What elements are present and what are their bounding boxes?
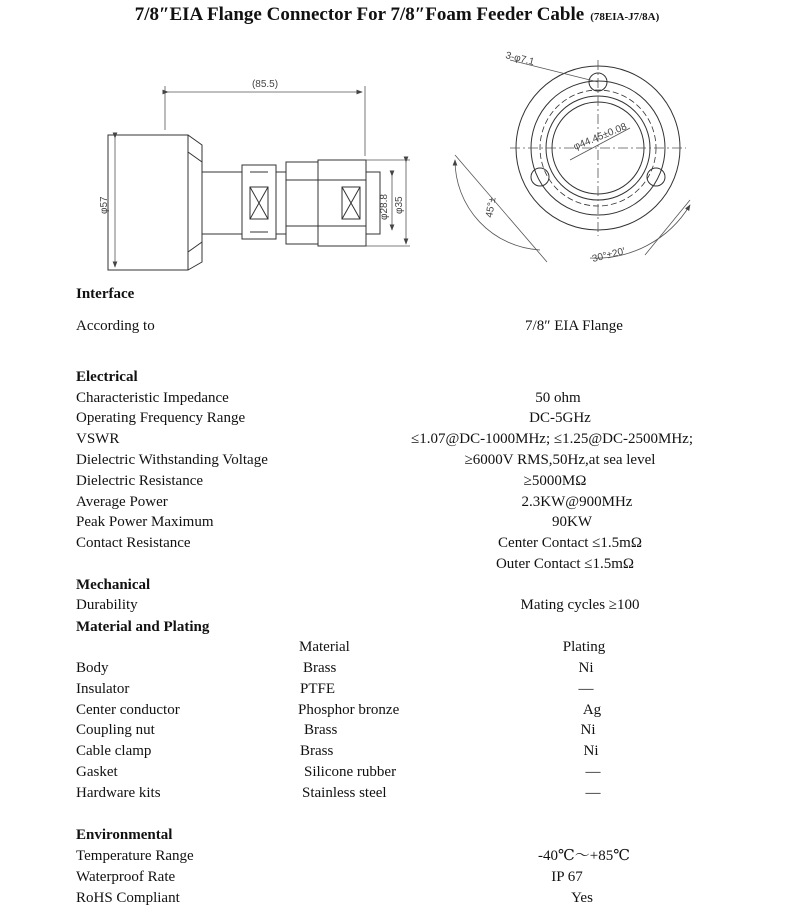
spec-value: -40℃～+85℃ xyxy=(537,848,631,864)
part-plating: Ni xyxy=(580,722,596,738)
spec-value: Outer Contact ≤1.5mΩ xyxy=(495,556,635,572)
spec-label: Contact Resistance xyxy=(76,535,191,551)
spec-value: DC-5GHz xyxy=(529,410,591,426)
title-text: 7/8″EIA Flange Connector For 7/8″Foam Feeder Cable xyxy=(134,4,585,25)
section-heading-environmental: Environmental xyxy=(76,827,173,843)
spec-label: Temperature Range xyxy=(76,848,194,864)
spec-value: 50 ohm xyxy=(535,390,581,406)
dim-length: (85.5) xyxy=(251,79,279,90)
spec-value: Yes xyxy=(571,890,593,906)
spec-label: Waterproof Rate xyxy=(76,869,176,885)
column-header-material: Material xyxy=(299,639,350,655)
dim-diameter-28: φ28.8 xyxy=(379,194,390,220)
part-name: Center conductor xyxy=(76,702,180,718)
dim-angle-45: 45°± xyxy=(484,196,499,219)
part-name: Insulator xyxy=(76,681,130,697)
spec-label: Dielectric Withstanding Voltage xyxy=(76,452,268,468)
part-plating: — xyxy=(585,764,601,780)
spec-value: 2.3KW@900MHz xyxy=(521,494,633,510)
part-material: Phosphor bronze xyxy=(298,702,400,718)
spec-label: VSWR xyxy=(76,431,120,447)
dim-diameter-57: φ57 xyxy=(99,196,110,214)
part-material: Brass xyxy=(303,660,337,676)
part-plating: — xyxy=(578,681,594,697)
spec-value: 90KW xyxy=(552,514,592,530)
part-material: Brass xyxy=(304,722,338,738)
spec-value: 7/8″ EIA Flange xyxy=(525,318,623,334)
part-name: Hardware kits xyxy=(76,785,161,801)
spec-label: RoHS Compliant xyxy=(76,890,180,906)
model-code: (78EIA-J7/8A) xyxy=(590,11,660,23)
section-heading-electrical: Electrical xyxy=(76,369,138,385)
spec-label: Characteristic Impedance xyxy=(76,390,229,406)
part-name: Cable clamp xyxy=(76,743,152,759)
dim-holes: 3-φ7.1 xyxy=(504,50,536,68)
spec-value: Mating cycles ≥100 xyxy=(520,597,640,613)
dim-angle-30: 30°±20′ xyxy=(591,246,627,265)
section-heading-interface: Interface xyxy=(76,286,135,302)
spec-label: Operating Frequency Range xyxy=(76,410,246,426)
part-material: PTFE xyxy=(300,681,336,697)
part-name: Body xyxy=(76,660,109,676)
part-material: Brass xyxy=(300,743,334,759)
spec-value: IP 67 xyxy=(551,869,583,885)
spec-label: Dielectric Resistance xyxy=(76,473,204,489)
spec-label: Peak Power Maximum xyxy=(76,514,214,530)
part-plating: — xyxy=(585,785,601,801)
dim-diameter-35: φ35 xyxy=(394,196,405,214)
spec-value: ≤1.07@DC-1000MHz; ≤1.25@DC-2500MHz; xyxy=(411,431,693,447)
part-name: Gasket xyxy=(76,764,118,780)
dim-pcd: φ44.45±0.08 xyxy=(572,121,629,153)
spec-value: Center Contact ≤1.5mΩ xyxy=(498,535,642,551)
part-plating: Ni xyxy=(578,660,594,676)
spec-label: According to xyxy=(76,318,155,334)
side-view-drawing xyxy=(108,135,380,270)
section-heading-materials: Material and Plating xyxy=(76,619,210,635)
spec-label: Durability xyxy=(76,597,138,613)
part-material: Silicone rubber xyxy=(304,764,397,780)
part-plating: Ni xyxy=(583,743,599,759)
spec-value: ≥6000V RMS,50Hz,at sea level xyxy=(464,452,656,468)
part-material: Stainless steel xyxy=(302,785,387,801)
part-plating: Ag xyxy=(582,702,602,718)
section-heading-mechanical: Mechanical xyxy=(76,577,151,593)
part-name: Coupling nut xyxy=(76,722,155,738)
technical-drawing xyxy=(0,0,794,290)
column-header-plating: Plating xyxy=(562,639,606,655)
spec-label: Average Power xyxy=(76,494,168,510)
spec-value: ≥5000MΩ xyxy=(523,473,587,489)
